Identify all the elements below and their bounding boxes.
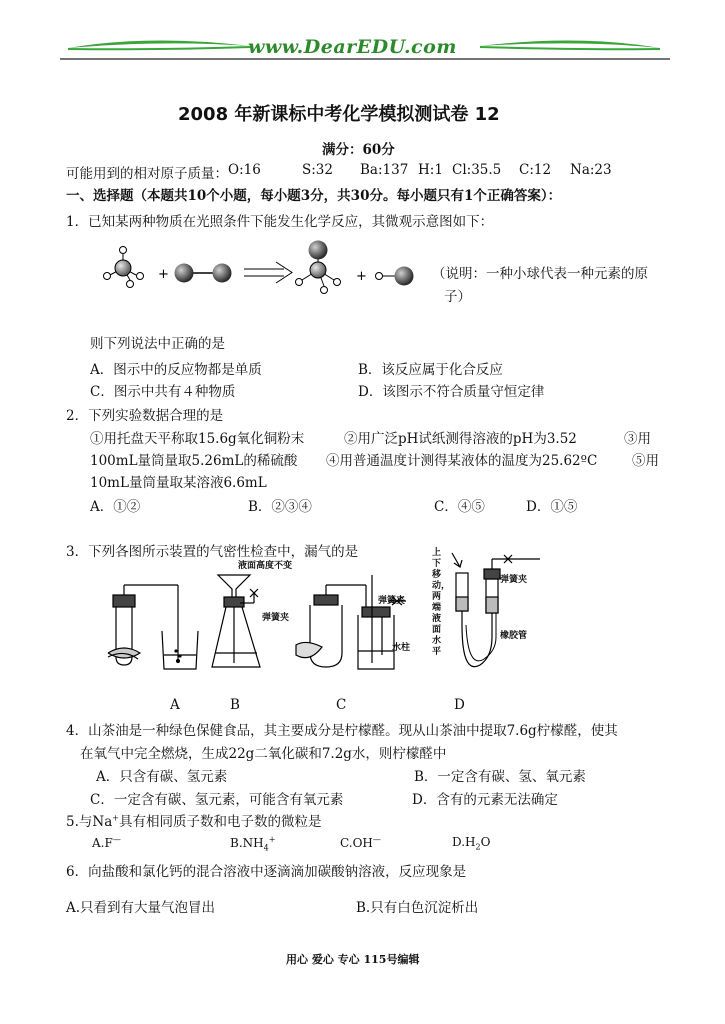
q4-stem-line2: 在氧气中完全燃烧，生成22g二氧化碳和7.2g水，则柠檬醛中 (80, 746, 447, 762)
q6-option-a[interactable]: A.只看到有大量气泡冒出 (66, 900, 216, 916)
apparatus-b (212, 575, 260, 667)
q5-a-sup: — (112, 835, 121, 844)
q5-b-text: B.NH (230, 836, 264, 850)
atomic-masses-label: 可能用到的相对原子质量： (66, 166, 228, 182)
apparatus-d (452, 553, 540, 667)
q5-b-sup: + (268, 835, 276, 844)
atomic-mass-item: Na:23 (570, 162, 612, 178)
q4-option-d[interactable]: D．含有的元素无法确定 (412, 792, 558, 808)
q3-annotation-clamp-d: 弹簧夹 (500, 575, 528, 585)
atomic-mass-item: H:1 (418, 162, 443, 178)
apparatus-a (108, 585, 198, 669)
q3-label-d: D (454, 697, 465, 713)
q5-option-c[interactable] (340, 835, 381, 850)
q1-option-a[interactable]: A．图示中的反应物都是单质 (90, 362, 262, 378)
q2-item-3-start: ③用 (624, 431, 651, 447)
q2-item-1: ①用托盘天平称取15.6g氧化铜粉末 (90, 431, 305, 447)
q3-annotation-move: 上下移动，两端液面水平 (432, 548, 451, 657)
q3-label-b: B (230, 697, 240, 713)
molecule-product-1 (296, 241, 341, 294)
q1-stem: 1．已知某两种物质在光照条件下能发生化学反应，其微观示意图如下： (66, 214, 494, 230)
q5-d-text: D.H (452, 835, 476, 849)
q2-option-b[interactable]: B．②③④ (248, 499, 312, 515)
q2-item-5-rest: 10mL量筒量取某溶液6.6mL (90, 475, 267, 491)
q5-stem-post: 具有相同质子数和电子数的微粒是 (118, 814, 322, 830)
q3-stem: 3．下列各图所示装置的气密性检查中，漏气的是 (66, 544, 359, 560)
q6-stem: 6．向盐酸和氯化钙的混合溶液中逐滴滴加碳酸钠溶液，反应现象是 (66, 864, 467, 880)
q3-label-a: A (170, 697, 180, 713)
q2-item-4: ④用普通温度计测得某液体的温度为25.62ºC (326, 453, 598, 469)
q5-option-a[interactable] (92, 835, 121, 850)
q1-option-d[interactable]: D．该图示不符合质量守恒定律 (358, 384, 545, 400)
q2-item-3-rest: 100mL量筒量取5.26mL的稀硫酸 (90, 453, 298, 469)
q5-c-text: C.OH (340, 836, 373, 850)
q1-reaction-diagram (96, 240, 436, 302)
q3-annotation-water-column: 水柱 (392, 643, 411, 653)
q5-stem-pre: 5.与Na (66, 814, 113, 830)
q3-annotation-rubber-tube: 橡胶管 (500, 631, 528, 641)
q4-option-c[interactable]: C．一定含有碳、氢元素，可能含有氧元素 (90, 792, 344, 808)
page-title: 2008 年新课标中考化学模拟测试卷 12 (178, 104, 500, 125)
q2-item-2: ②用广泛pH试纸测得溶液的pH为3.52 (344, 431, 577, 447)
q2-option-a[interactable]: A．①② (90, 499, 141, 515)
q2-option-d[interactable]: D．①⑤ (526, 499, 578, 515)
q3-annotation-clamp-c: 弹簧夹 (378, 596, 406, 606)
site-url[interactable]: www.DearEDU.com (248, 36, 457, 58)
reaction-arrow (244, 262, 292, 283)
q4-stem-line1: 4．山茶油是一种绿色保健食品，其主要成分是柠檬醛。现从山茶油中提取7.6g柠檬醛，使其 (66, 723, 618, 739)
q1-note-line2: 子） (444, 289, 471, 305)
q5-a-text: A.F (92, 836, 113, 850)
atomic-mass-item: S:32 (302, 162, 333, 178)
q2-option-c[interactable]: C．④⑤ (434, 499, 485, 515)
atomic-mass-item: Ba:137 (360, 162, 409, 178)
q1-option-c[interactable]: C．图示中共有４种物质 (90, 384, 236, 400)
page-footer: 用心 爱心 专心 115号编辑 (286, 953, 420, 966)
q3-label-c: C (336, 697, 347, 713)
q1-note-line1: （说明：一种小球代表一种元素的原 (432, 266, 648, 282)
q5-b-sub: 4 (263, 843, 269, 853)
molecule-product-2 (376, 267, 414, 286)
q5-option-d[interactable] (452, 835, 490, 851)
q5-d-post: O (480, 835, 491, 849)
q5-d-sub: 2 (475, 842, 481, 852)
molecule-reactant-1 (104, 247, 144, 288)
q1-option-b[interactable]: B．该反应属于化合反应 (358, 362, 503, 378)
q4-option-b[interactable]: B．一定含有碳、氢、氧元素 (414, 769, 586, 785)
q5-stem (66, 810, 321, 830)
q5-stem-sup: + (112, 813, 119, 823)
apparatus-c (296, 575, 406, 669)
q5-option-b[interactable] (230, 835, 275, 852)
section-heading: 一、选择题（本题共10个小题，每小题3分，共30分。每小题只有1个正确答案）： (66, 188, 562, 204)
q3-annotation-liquid-level: 液面高度不变 (238, 561, 293, 571)
atomic-mass-item: O:16 (228, 162, 261, 178)
q2-item-5-start: ⑤用 (632, 453, 659, 469)
q5-c-sup: — (372, 835, 381, 844)
svg-text:+: + (158, 267, 169, 282)
q2-stem: 2．下列实验数据合理的是 (66, 408, 224, 424)
q4-option-a[interactable]: A．只含有碳、氢元素 (96, 769, 228, 785)
q6-option-b[interactable]: B.只有白色沉淀析出 (356, 900, 479, 916)
svg-text:+: + (356, 269, 367, 284)
molecule-reactant-2 (175, 264, 232, 283)
q1-ask: 则下列说法中正确的是 (90, 336, 225, 352)
atomic-mass-item: C:12 (519, 162, 552, 178)
q3-annotation-clamp-b: 弹簧夹 (262, 613, 290, 623)
full-score: 满分：60分 (322, 142, 395, 158)
q3-apparatus-diagram (100, 545, 560, 685)
atomic-mass-item: Cl:35.5 (452, 162, 502, 178)
